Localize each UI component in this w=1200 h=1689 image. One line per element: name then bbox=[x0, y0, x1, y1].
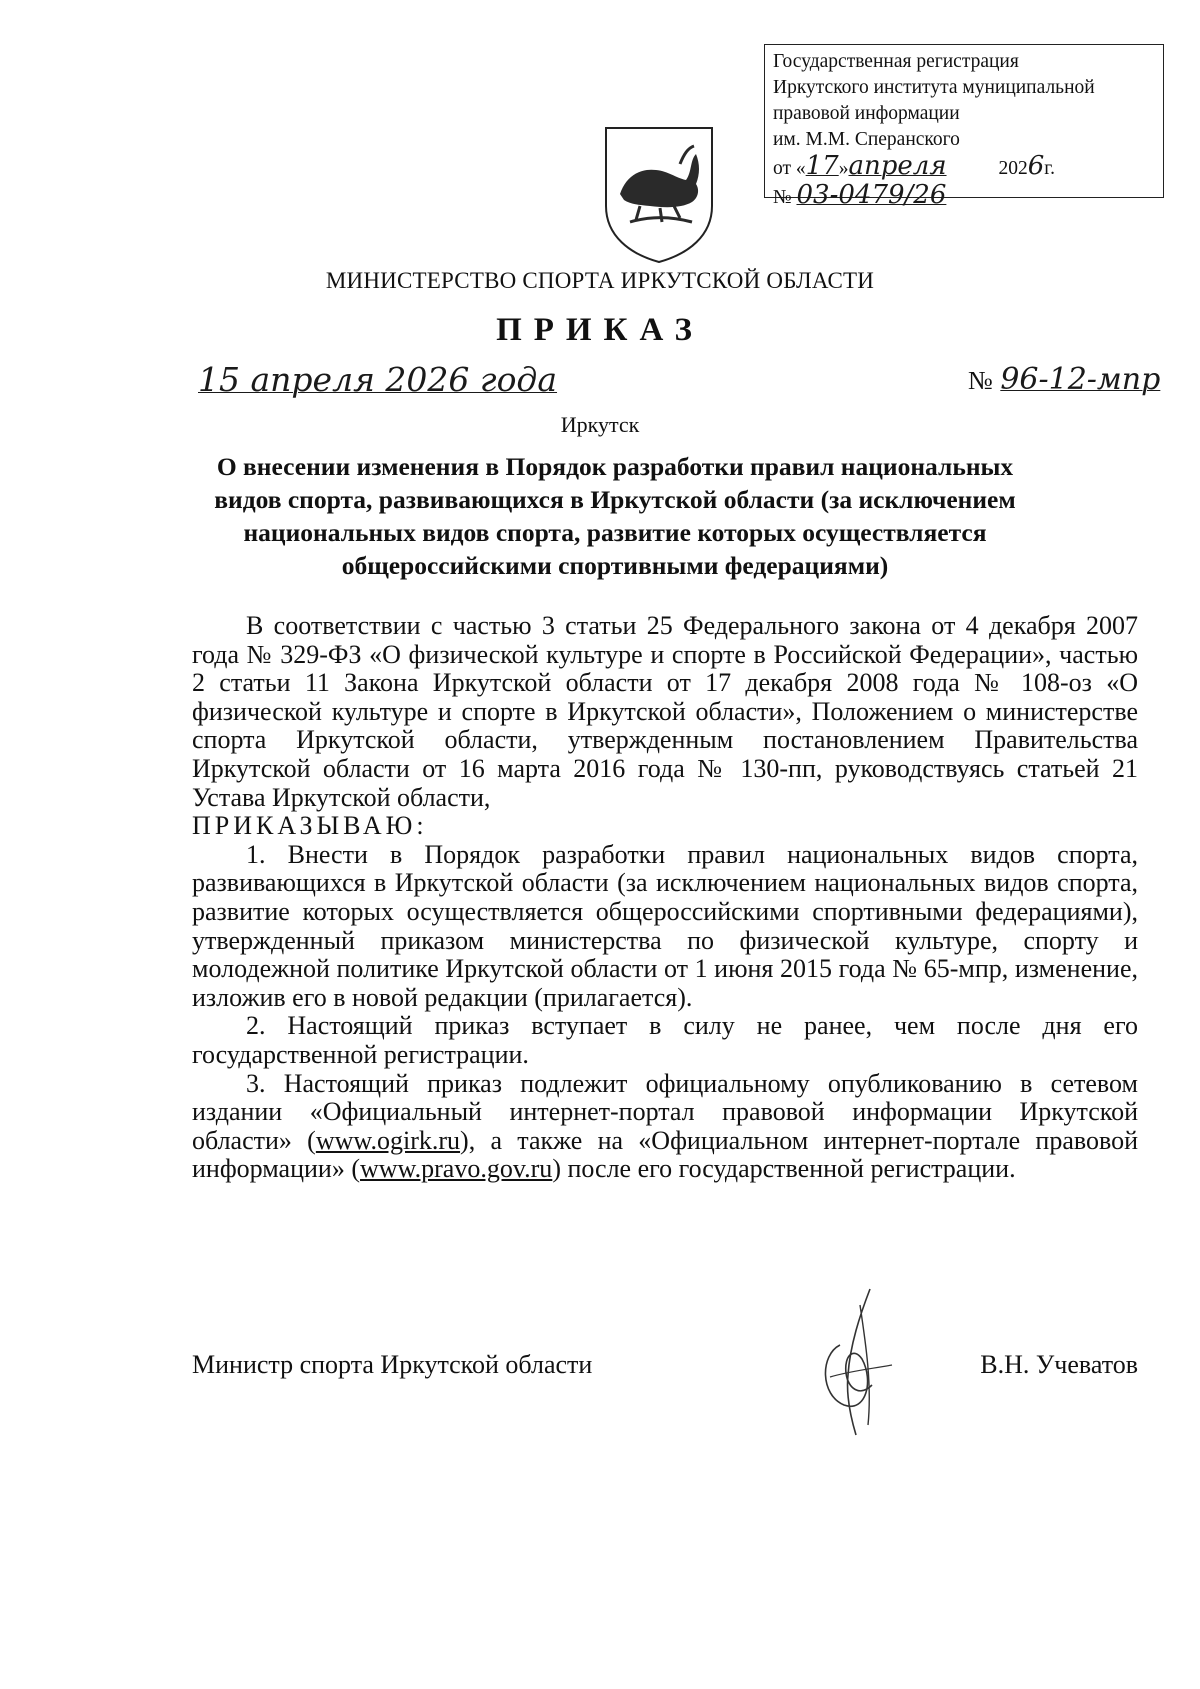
registration-year-prefix: 202 bbox=[998, 158, 1028, 179]
ogirk-link[interactable]: www.ogirk.ru bbox=[315, 1125, 461, 1155]
registration-line: правовой информации bbox=[773, 103, 960, 124]
registration-year-digit: 6 bbox=[1027, 151, 1045, 181]
order-item-3 bbox=[192, 1070, 1138, 1184]
order-date: 15 апреля 2026 года bbox=[198, 360, 558, 399]
registration-number: 03-0479/26 bbox=[796, 180, 947, 210]
registration-stamp bbox=[764, 44, 1164, 210]
document-type: ПРИКАЗ bbox=[496, 312, 704, 348]
registration-quote: » bbox=[838, 158, 849, 179]
ministry-name: МИНИСТЕРСТВО СПОРТА ИРКУТСКОЙ ОБЛАСТИ bbox=[325, 268, 875, 293]
registration-date-line bbox=[773, 153, 1163, 182]
pravo-link[interactable]: www.pravo.gov.ru bbox=[360, 1154, 553, 1184]
registration-month: апреля bbox=[848, 151, 947, 181]
preamble: В соответствии с частью 3 статьи 25 Федерального закона от 4 декабря 2007 года № 329-ФЗ «О физической культуре и спорте в Российской Федерации», частью 2 статьи 11 Закона Иркутской области от 17 декабря 2008 года № 108-оз «О физической культуре и спорте в Иркутской области», Положением о министерстве спорта Иркутской области, утвержденным постановлением Правительства Иркутской области от 16 марта 2016 года № 130-пп, руководствуясь статьей 21 Устава Иркутской области, bbox=[192, 611, 1138, 812]
item3-text: 3. Настоящий приказ подлежит официальному опубликованию в сетевом издании «Официальный интернет-портал правовой информации Иркутской области» ( bbox=[192, 1068, 1138, 1155]
registration-from: от « bbox=[773, 158, 806, 179]
order-item-1: 1. Внести в Порядок разработки правил национальных видов спорта, развивающихся в Иркутской области (за исключением национальных видов спорта, развитие которых осуществляется общероссийскими спортивными федерациями), утвержденный приказом министерства по физической культуре, спорту и молодежной политике Иркутской области от 1 июня 2015 года № 65-мпр, изменение, изложив его в новой редакции (прилагается). bbox=[192, 839, 1138, 1012]
registration-line: им. М.М. Сперанского bbox=[773, 129, 960, 150]
order-number: 96-12-мпр bbox=[1000, 362, 1161, 397]
order-word: ПРИКАЗЫВАЮ: bbox=[192, 811, 428, 841]
signatory-name: В.Н. Учеватов bbox=[980, 1350, 1138, 1379]
order-number-label: № bbox=[968, 366, 993, 395]
document-body bbox=[192, 612, 1138, 1184]
document-title: О внесении изменения в Порядок разработки правил национальных видов спорта, развивающихся в Иркутской области (за исключением национальных видов спорта, развитие которых осуществляется общероссийскими спортивными федерациями) bbox=[214, 452, 1016, 580]
registration-year-suffix: г. bbox=[1044, 158, 1055, 179]
registration-number-line bbox=[773, 182, 1163, 211]
signatory-title: Министр спорта Иркутской области bbox=[192, 1350, 593, 1379]
coat-of-arms-icon bbox=[600, 124, 718, 266]
order-item-2: 2. Настоящий приказ вступает в силу не ранее, чем после дня его государственной регистрации. bbox=[192, 1011, 1138, 1069]
order-number-row bbox=[968, 362, 1160, 397]
registration-line: Иркутского института муниципальной bbox=[773, 77, 1095, 98]
registration-day: 17 bbox=[805, 151, 839, 181]
registration-line: Государственная регистрация bbox=[773, 51, 1019, 72]
item3-text: ), а также на «Официальном интернет-портале правовой информации» ( bbox=[192, 1125, 1139, 1184]
item3-text: ) после его государственной регистрации. bbox=[552, 1154, 1016, 1184]
signature-mark bbox=[800, 1285, 910, 1445]
registration-number-label: № bbox=[773, 187, 792, 208]
city: Иркутск bbox=[560, 412, 640, 437]
